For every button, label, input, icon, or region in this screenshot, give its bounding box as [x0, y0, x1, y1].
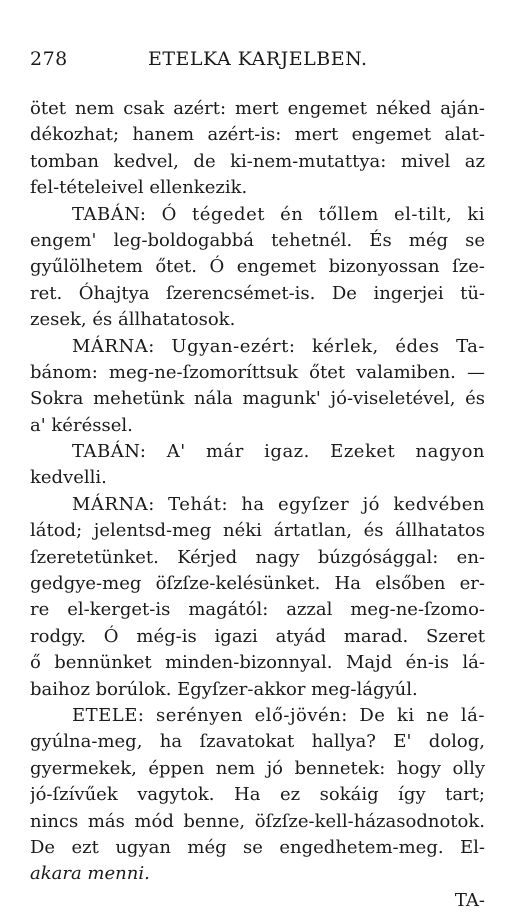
text-line: gyermekek, éppen nem jó bennetek: hogy olly: [30, 757, 485, 779]
text-line: dékozhat; hanem azért-is: mert engemet alat-: [30, 124, 485, 146]
page-header: [30, 48, 485, 84]
text-line: ötet nem csak azért: mert engemet néked aján-: [30, 98, 485, 119]
text-line: re el-kerget-is magától: azzal meg-ne-ſzomo-: [30, 599, 485, 621]
text-line: látod; jelentsd-meg néki ártatlan, és állhatatos: [30, 520, 485, 542]
page-number: 278: [30, 48, 68, 70]
speaker-line: MÁRNA: Ugyan-ezért: kérlek, édes Ta-: [72, 335, 485, 357]
text-line: ſzeretetünket. Kérjed nagy búzgósággal: en-: [30, 546, 485, 568]
running-title: ETELKA KARJELBEN.: [148, 48, 368, 70]
book-page: [30, 48, 485, 914]
speaker-line: TABÁN: Ó tégedet én tőllem el-tilt, ki: [72, 203, 485, 225]
text-line: bánom: meg-ne-ſzomoríttsuk őtet valamiben. —: [30, 361, 485, 383]
text-line: ő bennünket minden-bizonnyal. Majd én-is lá-: [30, 652, 485, 674]
stage-direction: akara menni.: [30, 863, 150, 885]
text-line: a' kéréssel.: [30, 414, 133, 436]
text-line: tomban kedvel, de ki-nem-mutattya: mivel az: [30, 150, 485, 172]
text-line: rodgy. Ó még-is igazi atyád marad. Szeret: [30, 625, 485, 647]
text-line: baihoz borúlok. Egyſzer-akkor meg-lágyúl.: [30, 678, 418, 700]
catchword: TA-: [454, 889, 485, 911]
text-line: zesek, és állhatatosok.: [30, 309, 236, 331]
text-line: gyűlölhetem őtet. Ó engemet bizonyossan ſze-: [30, 256, 485, 278]
speaker-line: ETELE: serényen elő-jövén: De ki ne lá-: [72, 704, 485, 726]
speaker-line: TABÁN: A' már igaz. Ezeket nagyon: [72, 441, 485, 463]
text-line: De ezt ugyan még se engedhetem-meg. El-: [30, 836, 485, 858]
text-line: engem' leg-boldogabbá tehetnél. És még se: [30, 229, 485, 251]
text-line: fel-tételeivel ellenkezik.: [30, 177, 248, 199]
text-line: kedvelli.: [30, 467, 107, 489]
page-body: [30, 96, 485, 914]
text-line: gedgye-meg öſzſze-kelésünket. Ha elsőben er-: [30, 573, 485, 595]
text-line: ret. Óhajtya ſzerencsémet-is. De ingerjei tü-: [30, 282, 485, 304]
speaker-line: MÁRNA: Tehát: ha egyſzer jó kedvében: [72, 493, 485, 515]
text-line: jó-ſzívűek vagytok. Ha ez sokáig így tart;: [30, 784, 485, 806]
text-line: gyúlna-meg, ha ſzavatokat hallya? E' dolog,: [30, 731, 485, 753]
text-line: Sokra mehetünk nála magunk' jó-viseletével, és: [30, 388, 485, 410]
text-line: nincs más mód benne, öſzſze-kell-házasodnotok.: [30, 810, 485, 832]
